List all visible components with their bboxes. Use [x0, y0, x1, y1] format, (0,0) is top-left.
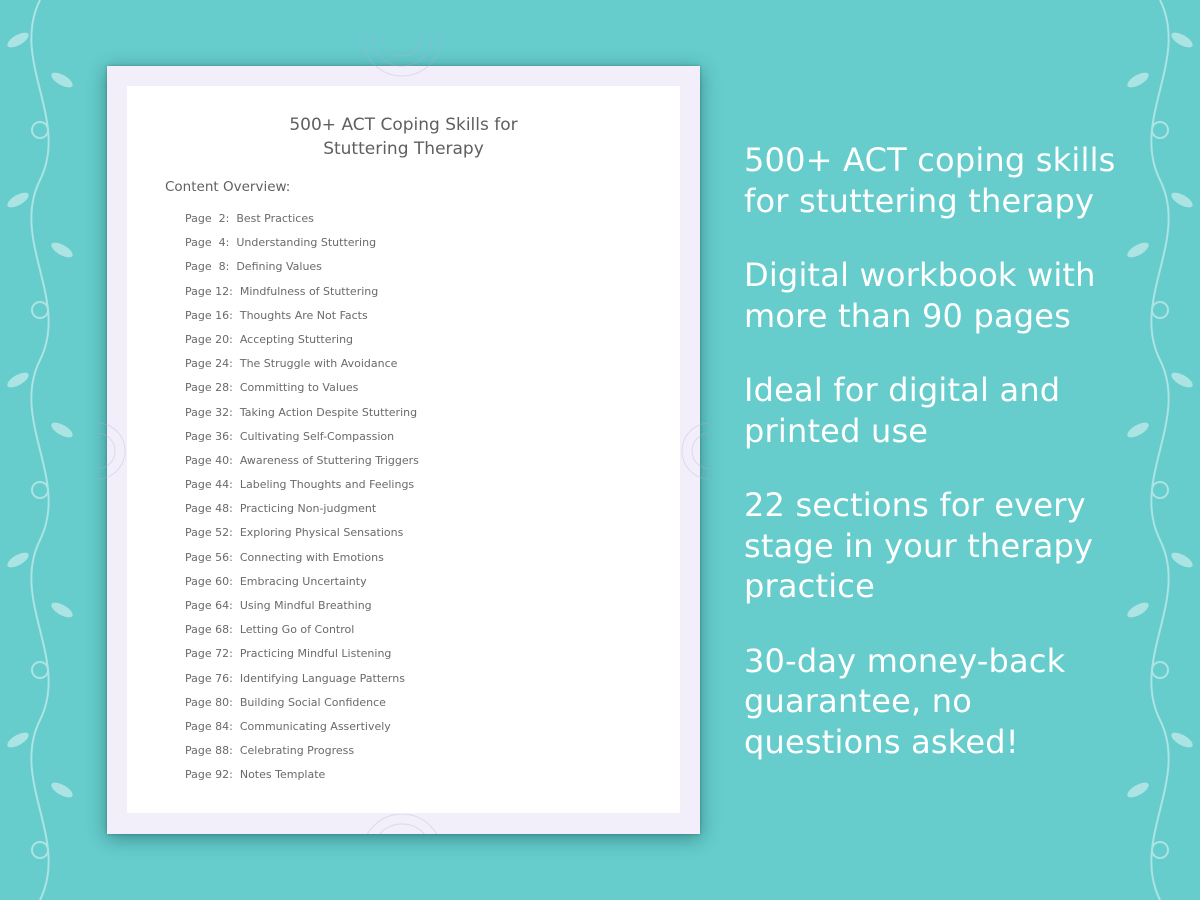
feature-text-line: 22 sections for every — [744, 486, 1086, 524]
toc-page-number: Page 88: — [185, 744, 233, 758]
toc-page-number: Page 4: — [185, 236, 230, 250]
toc-entry — [185, 331, 419, 355]
toc-section-title: Using Mindful Breathing — [239, 599, 372, 612]
toc-entry — [185, 258, 419, 282]
document-title-line-2: Stuttering Therapy — [323, 139, 484, 159]
toc-section-title: Awareness of Stuttering Triggers — [239, 453, 419, 467]
toc-section-title: Embracing Uncertainty — [239, 574, 367, 588]
feature-item — [744, 370, 1164, 451]
toc-section-title: Notes Template — [239, 768, 326, 782]
feature-text-line: practice — [744, 567, 875, 605]
toc-page-number: Page 56: — [185, 550, 233, 564]
toc-section-title: Practicing Non-judgment — [239, 502, 377, 516]
toc-entry — [185, 621, 419, 645]
toc-section-title: Exploring Physical Sensations — [239, 526, 404, 540]
toc-page-number: Page 36: — [185, 429, 233, 443]
toc-page-number: Page 2: — [185, 212, 230, 225]
feature-text-line: 30-day money-back — [744, 641, 1066, 680]
toc-page-number: Page 28: — [185, 381, 233, 395]
toc-page-number: Page 60: — [185, 574, 233, 588]
feature-item — [744, 255, 1164, 336]
toc-page-number: Page 20: — [185, 332, 233, 346]
toc-entry — [185, 404, 419, 428]
toc-entry — [185, 573, 419, 597]
toc-section-title: Mindfulness of Stuttering — [239, 284, 379, 298]
mandala-top-ornament — [317, 36, 487, 86]
floral-vine-left-decoration — [0, 0, 80, 900]
toc-entry — [185, 379, 419, 403]
toc-section-title: Celebrating Progress — [239, 744, 355, 758]
feature-text-line: guarantee, no — [744, 682, 972, 720]
toc-page-number: Page 12: — [185, 284, 233, 298]
toc-entry — [185, 355, 419, 379]
toc-section-title: Letting Go of Control — [239, 623, 355, 637]
table-of-contents — [185, 210, 419, 791]
toc-section-title: Thoughts Are Not Facts — [239, 308, 368, 322]
toc-entry — [185, 742, 419, 766]
toc-section-title: Understanding Stuttering — [236, 236, 377, 250]
mandala-right-ornament — [680, 376, 710, 526]
toc-entry — [185, 476, 419, 500]
toc-page-number: Page 52: — [185, 526, 233, 540]
toc-entry — [185, 597, 419, 621]
toc-page-number: Page 16: — [185, 308, 233, 322]
toc-page-number: Page 64: — [185, 599, 233, 612]
toc-entry — [185, 670, 419, 694]
toc-section-title: Identifying Language Patterns — [239, 671, 405, 685]
feature-list — [744, 140, 1164, 796]
feature-text-line: more than 90 pages — [744, 296, 1072, 335]
toc-page-number: Page 44: — [185, 478, 233, 492]
toc-entry — [185, 428, 419, 452]
toc-section-title: Connecting with Emotions — [239, 550, 384, 564]
toc-entry — [185, 452, 419, 476]
feature-item — [744, 485, 1164, 607]
toc-page-number: Page 68: — [185, 623, 233, 637]
toc-section-title: Defining Values — [236, 260, 322, 274]
content-overview-heading: Content Overview: — [165, 179, 291, 195]
toc-section-title: Accepting Stuttering — [239, 332, 354, 346]
feature-text-line: for stuttering therapy — [744, 181, 1095, 220]
toc-entry — [185, 524, 419, 548]
feature-text-line: Ideal for digital and — [744, 371, 1061, 409]
toc-section-title: The Struggle with Avoidance — [239, 357, 398, 371]
toc-page-number: Page 40: — [185, 453, 233, 467]
toc-entry — [185, 210, 419, 234]
toc-section-title: Committing to Values — [239, 381, 359, 395]
toc-page-number: Page 24: — [185, 357, 233, 371]
toc-entry — [185, 500, 419, 524]
toc-page-number: Page 76: — [185, 671, 233, 685]
feature-text-line: printed use — [744, 411, 929, 450]
toc-entry — [185, 694, 419, 718]
toc-section-title: Building Social Confidence — [239, 695, 386, 709]
toc-page-number: Page 72: — [185, 647, 233, 661]
feature-text-line: 500+ ACT coping skills — [744, 141, 1116, 179]
toc-section-title: Taking Action Despite Stuttering — [239, 405, 418, 419]
feature-item — [744, 140, 1164, 221]
toc-page-number: Page 92: — [185, 768, 233, 782]
mandala-left-ornament — [97, 376, 127, 526]
feature-item — [744, 641, 1164, 763]
toc-section-title: Communicating Assertively — [239, 719, 391, 733]
toc-section-title: Best Practices — [236, 212, 314, 225]
feature-text-line: stage in your therapy — [744, 526, 1094, 565]
document-title-line-1: 500+ ACT Coping Skills for — [289, 115, 518, 135]
toc-section-title: Labeling Thoughts and Feelings — [239, 478, 415, 492]
toc-page-number: Page 32: — [185, 405, 233, 419]
toc-page-number: Page 84: — [185, 719, 233, 733]
toc-entry — [185, 718, 419, 742]
mandala-bottom-ornament — [317, 814, 487, 834]
toc-page-number: Page 48: — [185, 502, 233, 516]
toc-section-title: Cultivating Self-Compassion — [239, 429, 395, 443]
workbook-content-sheet — [127, 86, 680, 813]
feature-text-line: Digital workbook with — [744, 256, 1096, 294]
toc-entry — [185, 283, 419, 307]
toc-page-number: Page 8: — [185, 260, 230, 274]
toc-page-number: Page 80: — [185, 695, 233, 709]
toc-entry — [185, 234, 419, 258]
toc-entry — [185, 307, 419, 331]
toc-entry — [185, 645, 419, 669]
toc-section-title: Practicing Mindful Listening — [239, 647, 392, 661]
toc-entry — [185, 549, 419, 573]
toc-entry — [185, 766, 419, 790]
feature-text-line: questions asked! — [744, 722, 1019, 761]
